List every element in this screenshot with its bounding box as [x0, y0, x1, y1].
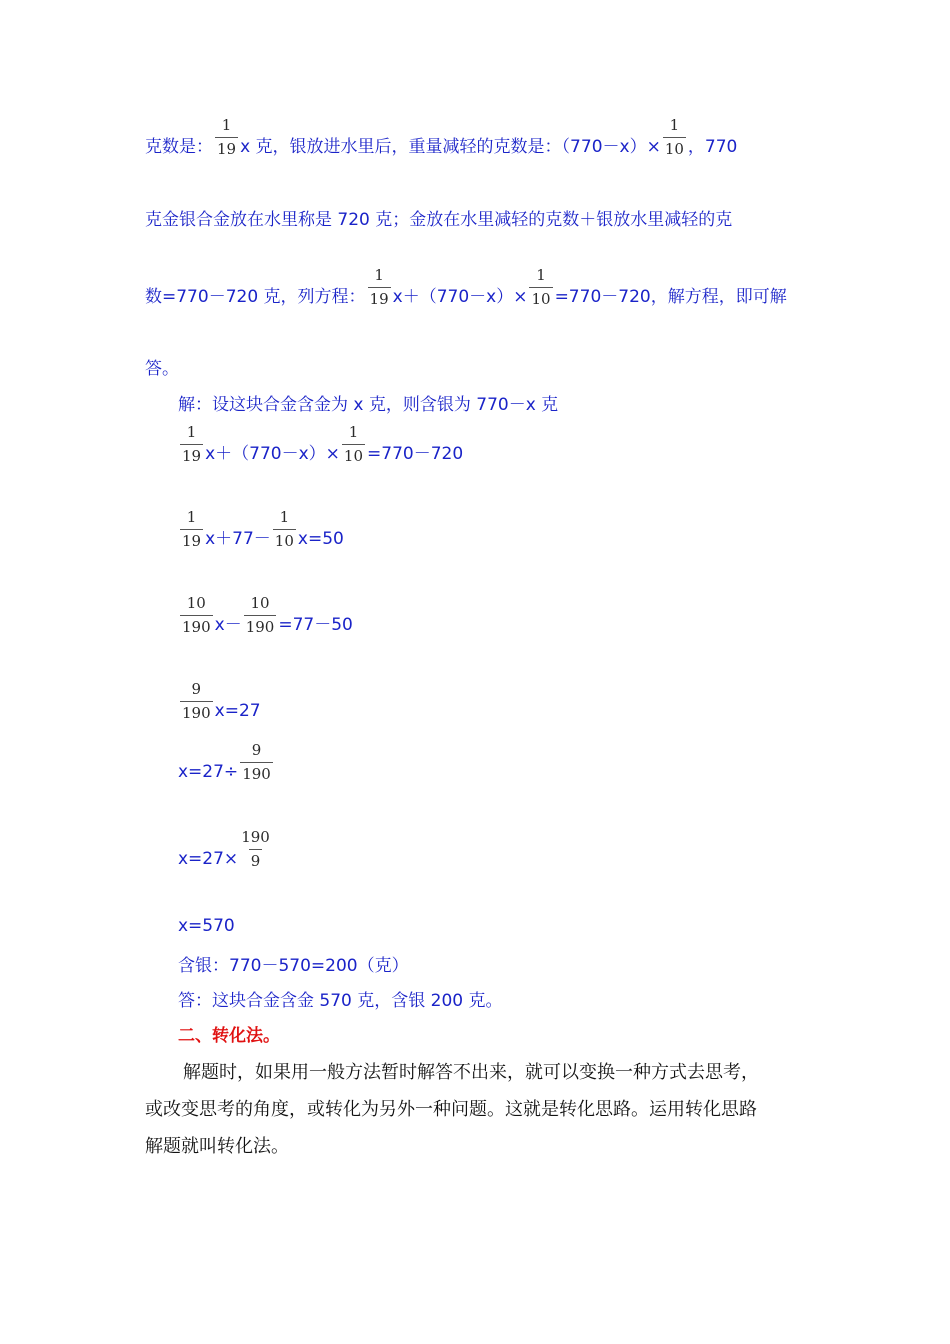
fraction [663, 118, 686, 157]
text-segment: x 克，银放进水里后，重量减轻的克数是：（770－x）× [240, 137, 661, 157]
section-heading [178, 1021, 280, 1046]
denominator: 190 [244, 615, 277, 635]
fraction [240, 743, 273, 782]
numerator: 1 [279, 508, 290, 526]
equation-4 [178, 682, 261, 721]
numerator: 1 [221, 116, 232, 134]
numerator: 190 [241, 828, 270, 846]
equation-1 [178, 425, 463, 464]
fraction [529, 268, 552, 307]
denominator: 190 [240, 762, 273, 782]
text-line-1 [145, 118, 737, 157]
text-segment: x=27÷ [178, 762, 239, 782]
numerator: 1 [374, 266, 384, 284]
fraction [244, 596, 277, 635]
fraction [215, 118, 238, 157]
text-line-2 [145, 205, 732, 230]
fraction [342, 425, 365, 464]
text-segment: x－ [214, 615, 242, 635]
equation-5 [178, 743, 275, 782]
text-segment: 解题时，如果用一般方法暂时解答不出来，就可以变换一种方式去思考， [183, 1062, 759, 1083]
text-segment: =770－720 [367, 444, 464, 464]
text-segment: x＋（770－x）× [205, 444, 340, 464]
text-segment: x=50 [297, 529, 344, 549]
text-segment: x=27 [214, 701, 261, 721]
text-segment: ，770 [687, 137, 738, 157]
fraction [273, 510, 296, 549]
numerator: 9 [251, 741, 262, 759]
silver-amount [178, 951, 409, 976]
text-segment: 含银：770－570=200（克） [178, 956, 409, 976]
denominator: 190 [180, 701, 213, 721]
denominator: 19 [368, 287, 391, 307]
numerator: 1 [536, 266, 546, 284]
answer-line [178, 986, 503, 1011]
numerator: 9 [191, 680, 202, 698]
body-line-2 [145, 1095, 757, 1121]
text-segment: =770－720，解方程，即可解 [554, 287, 787, 307]
text-segment: 或改变思考的角度，或转化为另外一种问题。这就是转化思路。运用转化思路 [145, 1099, 757, 1120]
text-line-4 [145, 354, 179, 379]
denominator: 10 [663, 137, 686, 157]
body-line-1 [183, 1058, 759, 1084]
fraction [180, 682, 213, 721]
numerator: 1 [669, 116, 680, 134]
body-line-3 [145, 1132, 289, 1158]
text-line-3 [145, 268, 787, 307]
denominator: 19 [180, 529, 203, 549]
text-segment: 解题就叫转化法。 [145, 1136, 289, 1157]
fraction [180, 425, 203, 464]
numerator: 1 [186, 423, 197, 441]
text-segment: x＋（770－x）× [392, 287, 528, 307]
text-segment: x＋77－ [205, 529, 271, 549]
fraction [180, 596, 213, 635]
text-segment: 克金银合金放在水里称是 720 克；金放在水里减轻的克数＋银放水里减轻的克 [145, 210, 733, 230]
text-segment: =77－50 [278, 615, 353, 635]
denominator: 190 [180, 615, 213, 635]
numerator: 10 [250, 594, 270, 612]
denominator: 19 [180, 444, 203, 464]
equation-7 [178, 916, 235, 936]
heading-text: 二、转化法。 [178, 1026, 280, 1046]
fraction [368, 268, 391, 307]
equation-3 [178, 596, 353, 635]
numerator: 10 [186, 594, 206, 612]
text-segment: x=27× [178, 849, 239, 869]
numerator: 1 [348, 423, 359, 441]
fraction [180, 510, 203, 549]
equation-6 [178, 830, 273, 869]
fraction [240, 830, 271, 869]
denominator: 10 [529, 287, 552, 307]
equation-2 [178, 510, 344, 549]
numerator: 1 [186, 508, 197, 526]
denominator: 19 [215, 137, 238, 157]
text-segment: 解：设这块合金含金为 x 克，则含银为 770－x 克 [178, 395, 559, 415]
text-segment: 答：这块合金含金 570 克，含银 200 克。 [178, 991, 503, 1011]
solution-intro [178, 390, 558, 415]
text-segment: 数=770－720 克，列方程： [145, 287, 366, 307]
denominator: 10 [342, 444, 365, 464]
text-segment: 答。 [145, 359, 179, 379]
text-segment: x=570 [178, 916, 235, 936]
text-segment: 克数是： [145, 137, 213, 157]
denominator: 9 [249, 849, 263, 869]
denominator: 10 [273, 529, 296, 549]
